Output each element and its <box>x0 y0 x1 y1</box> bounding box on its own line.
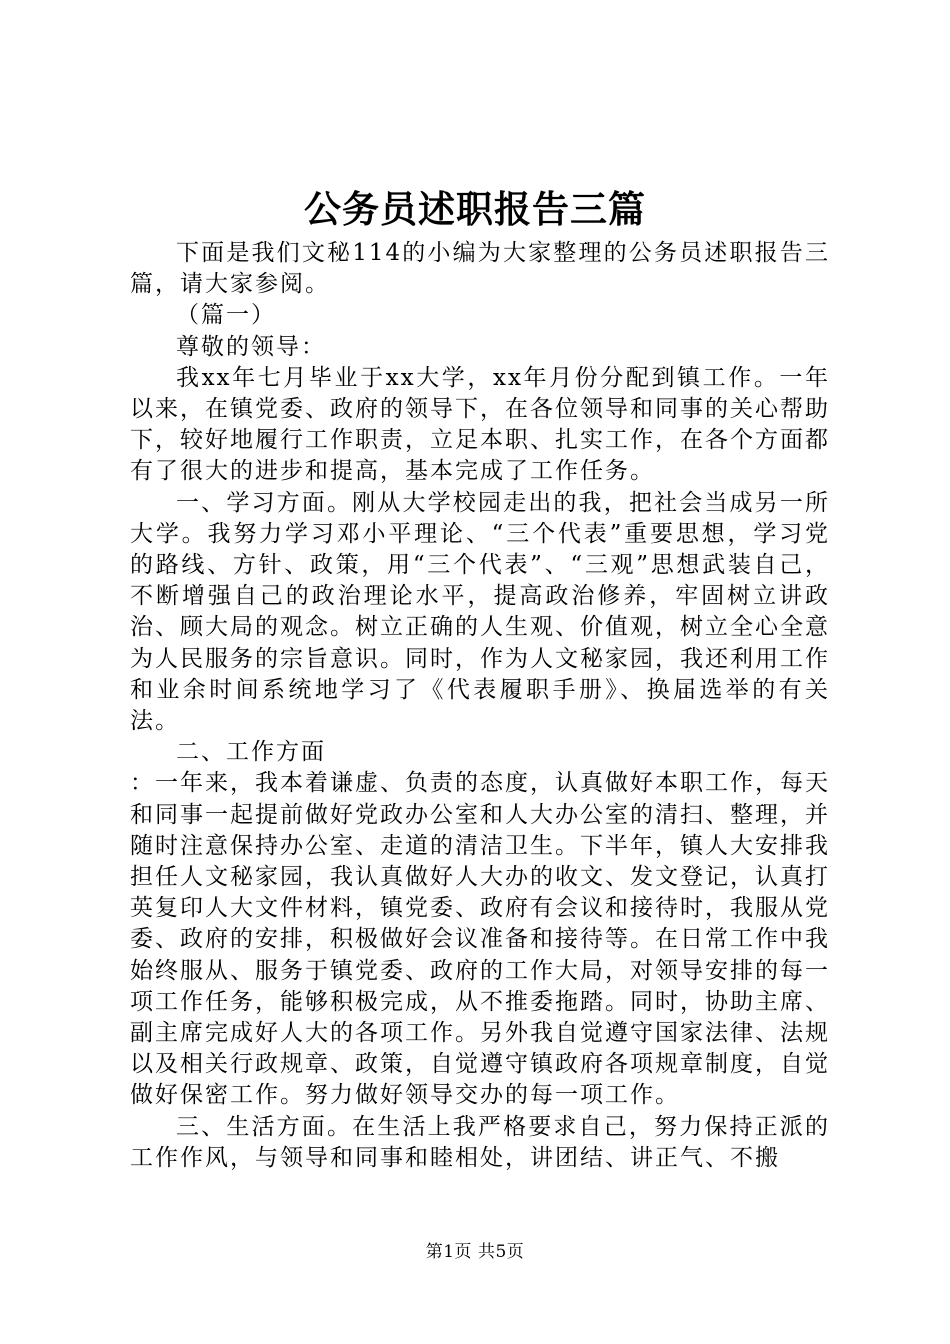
intro-paragraph: 下面是我们文秘114的小编为大家整理的公务员述职报告三篇，请大家参阅。 <box>130 240 830 298</box>
document-title: 公务员述职报告三篇 <box>304 187 646 231</box>
page-number: 第1页 共5页 <box>425 1242 525 1262</box>
life-paragraph: 三、生活方面。在生活上我严格要求自己，努力保持正派的工作作风，与领导和同事和睦相处，讲团结、讲正气、不搬 <box>130 1113 830 1171</box>
body-paragraph: 我xx年七月毕业于xx大学，xx年月份分配到镇工作。一年以来，在镇党委、政府的领导下，在各位领导和同事的关心帮助下，较好地履行工作职责，立足本职、扎实工作，在各个方面都有了很大的进步和提高，基本完成了工作任务。 <box>130 364 830 485</box>
section-label: （篇一） <box>176 302 276 329</box>
study-paragraph: 一、学习方面。刚从大学校园走出的我，把社会当成另一所大学。我努力学习邓小平理论、“三个代表”重要思想，学习党的路线、方针、政策，用“三个代表”、“三观”思想武装自己，不断增强自己的政治理论水平，提高政治修养，牢固树立讲政治、顾大局的观念。树立正确的人生观、价值观，树立全心全意为人民服务的宗旨意识。同时，作为人文秘家园，我还利用工作和业余时间系统地学习了《代表履职手册》、换届选举的有关法。 <box>130 489 830 735</box>
work-paragraph: ：一年来，我本着谦虚、负责的态度，认真做好本职工作，每天和同事一起提前做好党政办公室和人大办公室的清扫、整理，并随时注意保持办公室、走道的清洁卫生。下半年，镇人大安排我担任人文秘家园，我认真做好人大办的收文、发文登记，认真打英复印人大文件材料，镇党委、政府有会议和接待时，我服从党委、政府的安排，积极做好会议准备和接待等。在日常工作中我始终服从、服务于镇党委、政府的工作大局，对领导安排的每一项工作任务，能够积极完成，从不推委拖踏。同时，协助主席、副主席完成好人大的各项工作。另外我自觉遵守国家法律、法规以及相关行政规章、政策，自觉遵守镇政府各项规章制度，自觉做好保密工作。努力做好领导交办的每一项工作。 <box>130 770 830 1109</box>
document-body <box>130 238 830 1174</box>
work-heading: 二、工作方面 <box>176 739 326 766</box>
salutation: 尊敬的领导： <box>176 333 326 360</box>
